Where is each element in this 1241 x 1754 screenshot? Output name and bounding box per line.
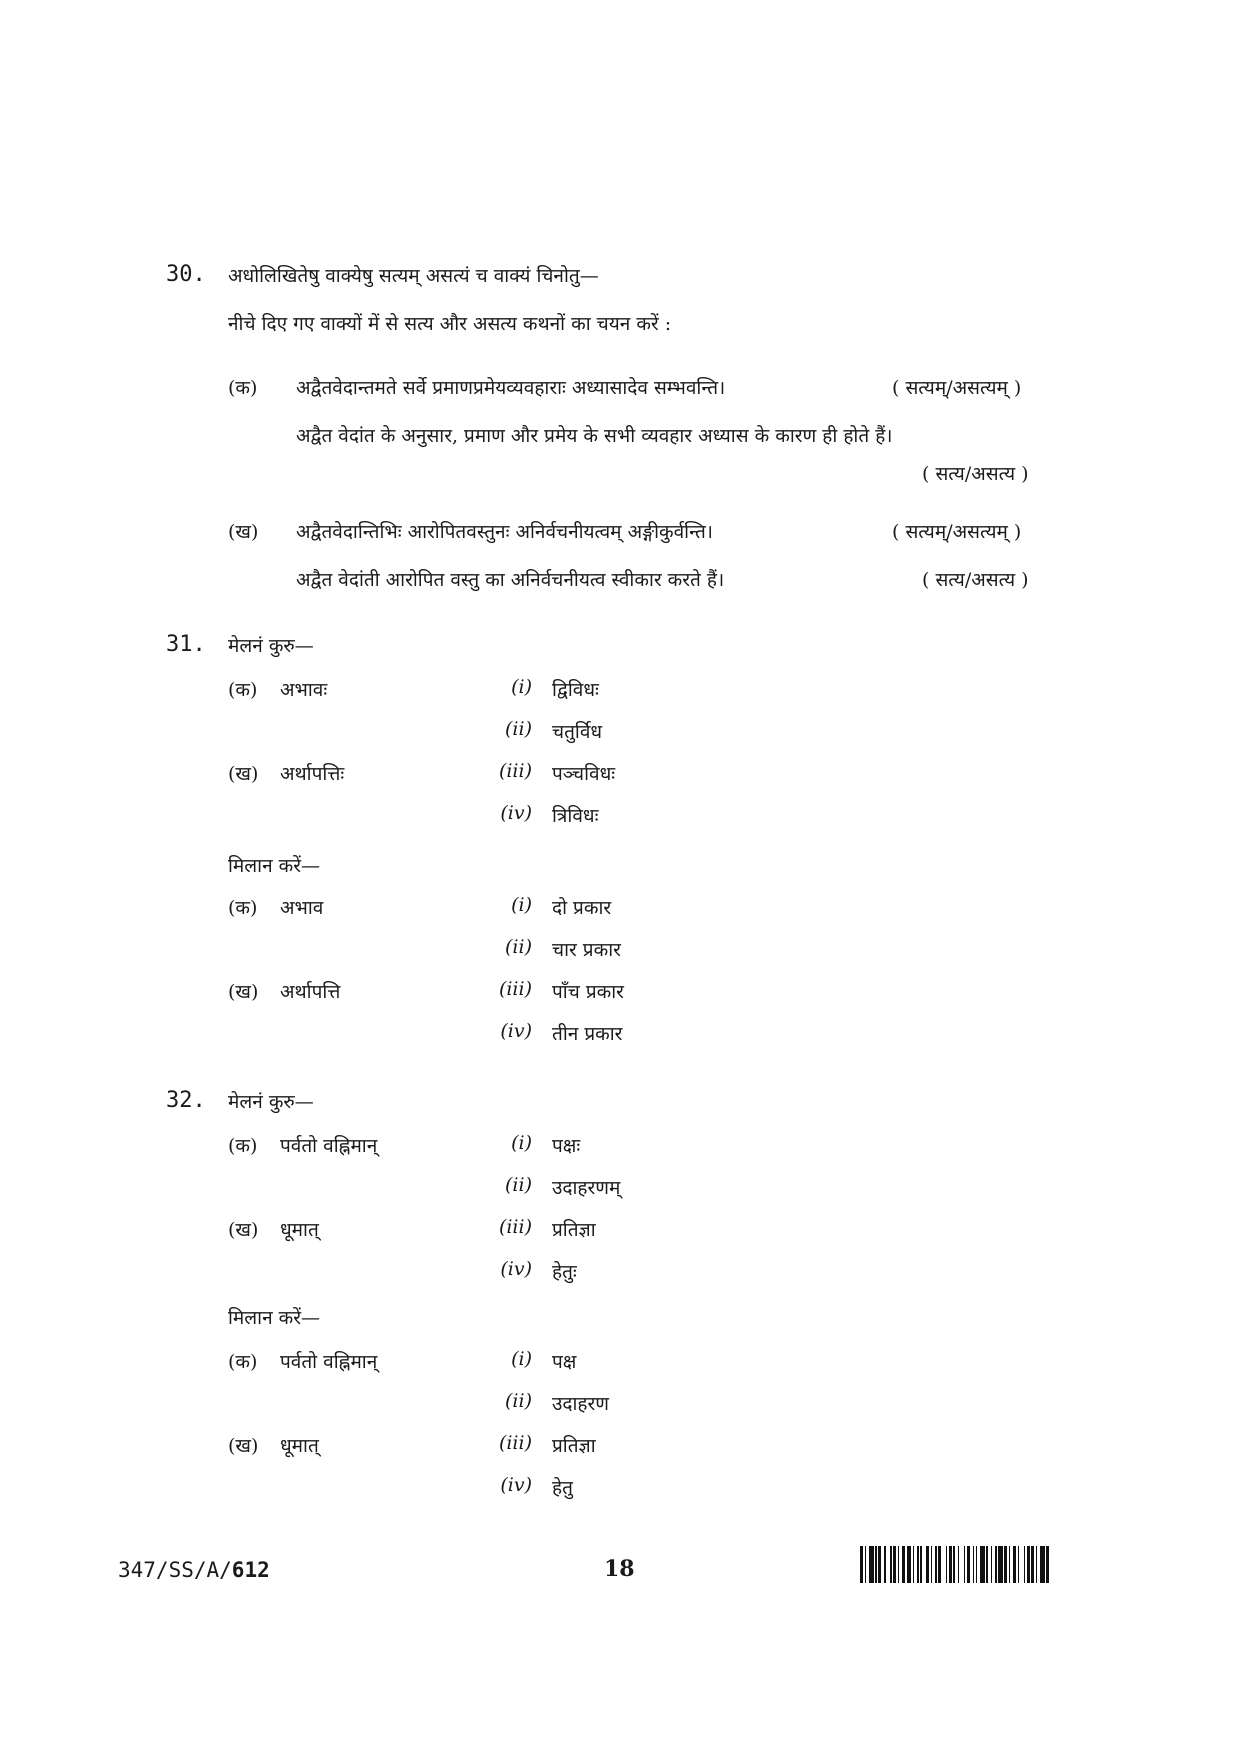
left-item-tag: (क): [228, 1351, 258, 1373]
left-item-tag: (ख): [228, 1219, 259, 1241]
right-item-num: (i): [511, 894, 532, 916]
right-item-num: (ii): [505, 1174, 532, 1196]
statement-sanskrit: अद्वैतवेदान्तिभिः आरोपितवस्तुनः अनिर्वचनीयत्वम् अङ्गीकुर्वन्ति।: [296, 521, 713, 543]
left-item: धूमात्: [280, 1219, 319, 1241]
left-item: अभाव: [280, 897, 324, 919]
left-item: पर्वतो वह्निमान्: [280, 1351, 378, 1373]
left-item: अभावः: [280, 679, 328, 701]
question-instruction-sanskrit: अधोलिखितेषु वाक्येषु सत्यम् असत्यं च वाक्यं चिनोतु—: [228, 265, 599, 287]
right-item: प्रतिज्ञा: [552, 1435, 596, 1457]
item-tag: (क): [228, 377, 258, 399]
right-item: त्रिविधः: [552, 805, 599, 827]
right-item-num: (iv): [500, 802, 532, 824]
right-item-num: (ii): [505, 936, 532, 958]
right-item-num: (iv): [500, 1258, 532, 1280]
left-item-tag: (क): [228, 679, 258, 701]
left-item: अर्थापत्तिः: [280, 763, 345, 785]
paper-code-prefix: 347/SS/A/: [118, 1558, 232, 1582]
page-number: 18: [604, 1556, 635, 1582]
right-item: प्रतिज्ञा: [552, 1219, 596, 1241]
paper-code-number: 612: [231, 1558, 270, 1582]
right-item: उदाहरण: [552, 1393, 610, 1415]
right-item-num: (ii): [505, 718, 532, 740]
right-item-num: (iii): [498, 978, 532, 1000]
right-item: पक्ष: [552, 1351, 577, 1373]
match-heading-sanskrit: मेलनं कुरु—: [228, 1091, 314, 1113]
right-item: तीन प्रकार: [552, 1023, 623, 1045]
right-item-num: (ii): [505, 1390, 532, 1412]
left-item: धूमात्: [280, 1435, 319, 1457]
left-item-tag: (ख): [228, 1435, 259, 1457]
statement-sanskrit: अद्वैतवेदान्तमते सर्वे प्रमाणप्रमेयव्यवहाराः अध्यासादेव सम्भवन्ति।: [296, 377, 726, 399]
right-item: हेतुः: [552, 1261, 577, 1283]
right-item: पक्षः: [552, 1135, 581, 1157]
right-item-num: (i): [511, 1132, 532, 1154]
right-item-num: (iii): [498, 760, 532, 782]
match-heading-sanskrit: मेलनं कुरु—: [228, 635, 314, 657]
right-item-num: (i): [511, 676, 532, 698]
left-item-tag: (ख): [228, 981, 259, 1003]
right-item: हेतु: [552, 1477, 573, 1499]
question-number: 30.: [166, 262, 206, 287]
statement-hindi: अद्वैत वेदांत के अनुसार, प्रमाण और प्रमेय के सभी व्यवहार अध्यास के कारण ही होते हैं।: [296, 425, 893, 447]
barcode: [860, 1546, 1051, 1583]
question-instruction-hindi: नीचे दिए गए वाक्यों में से सत्य और असत्य कथनों का चयन करें :: [228, 313, 672, 335]
right-item: उदाहरणम्: [552, 1177, 621, 1199]
match-heading-hindi: मिलान करें—: [228, 855, 321, 877]
match-heading-hindi: मिलान करें—: [228, 1307, 321, 1329]
left-item: अर्थापत्ति: [280, 981, 341, 1003]
true-false-choice: ( सत्यम्/असत्यम् ): [892, 521, 1022, 543]
right-item-num: (i): [511, 1348, 532, 1370]
paper-code: [118, 1558, 270, 1582]
right-item: दो प्रकार: [552, 897, 612, 919]
item-tag: (ख): [228, 521, 259, 543]
barcode-bar: [1049, 1546, 1051, 1583]
left-item: पर्वतो वह्निमान्: [280, 1135, 378, 1157]
right-item-num: (iv): [500, 1020, 532, 1042]
right-item: चतुर्विध: [552, 721, 603, 743]
right-item-num: (iii): [498, 1216, 532, 1238]
right-item-num: (iii): [498, 1432, 532, 1454]
statement-hindi: अद्वैत वेदांती आरोपित वस्तु का अनिर्वचनीयत्व स्वीकार करते हैं।: [296, 569, 725, 591]
question-number: 31.: [166, 632, 206, 657]
right-item: पञ्चविधः: [552, 763, 616, 785]
left-item-tag: (क): [228, 1135, 258, 1157]
true-false-choice: ( सत्य/असत्य ): [922, 569, 1029, 591]
true-false-choice: ( सत्य/असत्य ): [922, 463, 1029, 485]
left-item-tag: (ख): [228, 763, 259, 785]
question-number: 32.: [166, 1088, 206, 1113]
true-false-choice: ( सत्यम्/असत्यम् ): [892, 377, 1022, 399]
right-item: चार प्रकार: [552, 939, 621, 961]
right-item-num: (iv): [500, 1474, 532, 1496]
right-item: पाँच प्रकार: [552, 981, 624, 1003]
right-item: द्विविधः: [552, 679, 599, 701]
left-item-tag: (क): [228, 897, 258, 919]
